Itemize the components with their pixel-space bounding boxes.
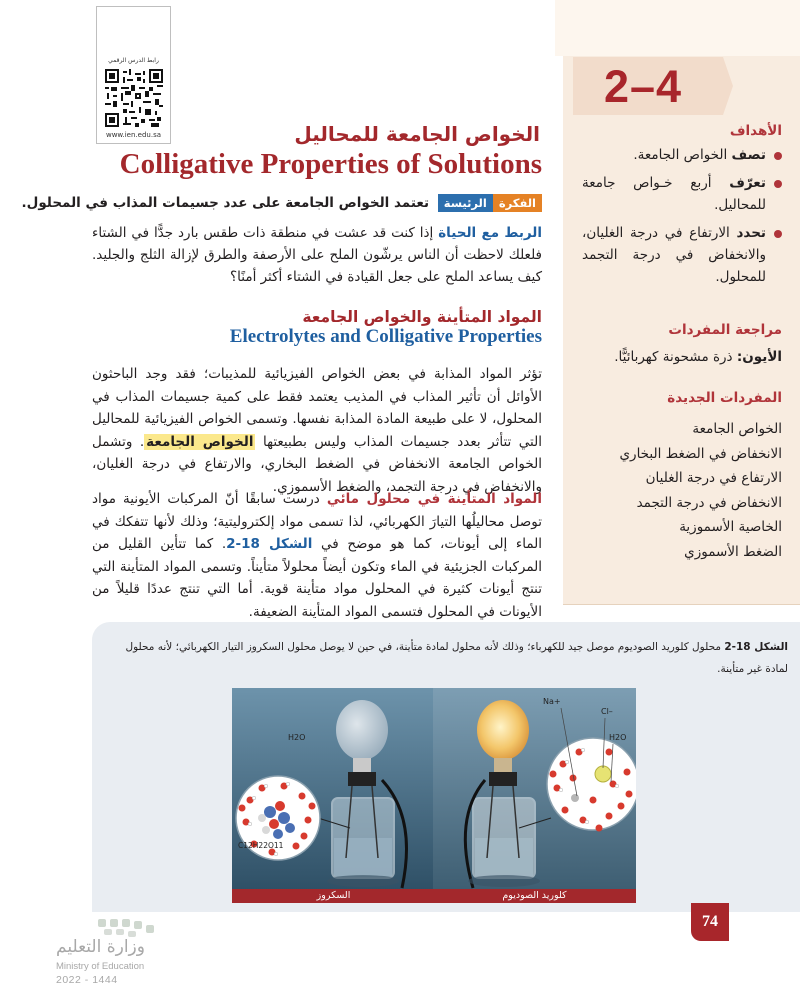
water-label: H2O — [288, 733, 306, 742]
qr-url[interactable]: www.ien.edu.sa — [105, 131, 162, 139]
sodium-chloride-photo[interactable] — [433, 688, 636, 903]
figure-caption-text: محلول كلوريد الصوديوم موصل جيد للكهرباء؛ وذلك لأنه محلول لمادة متأينة، في حين لا يوصل محلول السكروز التيار الكهربائي؛ لأنه محلول لمادة غير متأينة. — [125, 641, 788, 675]
bullet-icon — [774, 180, 782, 188]
vocab-item: الانخفاض في الضغط البخاري — [619, 445, 782, 462]
ministry-name-english: Ministry of Education — [56, 961, 145, 972]
qr-code-icon[interactable] — [105, 69, 163, 127]
real-world-paragraph — [92, 222, 542, 288]
goal-verb: تصف — [731, 147, 766, 163]
main-idea-tag: الفكرة — [493, 194, 542, 212]
goal-text: الارتفاع في درجة الغليان، والانخفاض في درجة التجمد للمحلول. — [582, 225, 766, 285]
goal-verb: تحدد — [736, 225, 766, 241]
real-world-text: إذا كنت قد عشت في منطقة ذات طقس بارد جدًّا في الشتاء فلعلك لاحظت أن الناس يرشّون الملح على الأرصفة والطرق لإزالة الثلج والجليد. كيف يساعد الملح على جعل القيادة في الشتاء أكثر أمنًا؟ — [92, 225, 542, 285]
figure-caption — [108, 636, 788, 680]
main-idea-text: تعتمد الخواص الجامعة على عدد جسيمات المذاب في المحلول. — [21, 195, 434, 211]
vocab-item: الضغط الأسموزي — [684, 543, 782, 560]
lesson-number: 2–4 — [603, 61, 683, 112]
goal-verb: تعرّف — [729, 175, 766, 191]
goals-list — [582, 144, 782, 294]
lesson-title-arabic: الخواص الجامعة للمحاليل — [294, 122, 540, 146]
water-label: H2O — [609, 733, 627, 742]
section-title-arabic: المواد المتأينة والخواص الجامعة — [302, 308, 542, 326]
sodium-chloride-photo-label: كلوريد الصوديوم — [433, 889, 636, 903]
highlighted-term[interactable]: الخواص الجامعة — [146, 433, 254, 450]
paragraph-text: تؤثر المواد المذابة في بعض الخواص الفيزيائية للمذيبات؛ فقد وجد الباحثون الأوائل أن تأثير المذاب في المذيب يعتمد فقط على كمية جسيمات المذاب في المحلول، لا على طبيعة المادة المذابة نفسها. وتسمى الخواص الفيزيائية للمحاليل التي تتأثر بعدد جسيمات المذاب وليس بطبيعتها — [92, 366, 542, 450]
sucrose-photo[interactable] — [232, 688, 435, 903]
paragraph-text: . كما تتأين القليل من المركبات الجزيئية في الماء وتكون أيضاً محلولاً متأيناً. وتسمى المواد المتأينة التي تنتج أيونات كثيرة في المحلول مواد متأينة قوية. أما التي تنتج عددًا قليلاً من الأيونات في المحلول فتسمى المواد المتأينة الضعيفة. — [92, 536, 542, 620]
goal-text: الخواص الجامعة. — [633, 147, 732, 163]
bullet-icon — [774, 152, 782, 160]
review-term: الأيون: — [736, 349, 782, 365]
bullet-icon — [774, 230, 782, 238]
electrolytes-lead: المواد المتأينة في محلول مائي — [326, 491, 543, 507]
main-idea — [21, 194, 542, 212]
lesson-title-english: Colligative Properties of Solutions — [119, 148, 542, 180]
sodium-chloride-bulb-illustration — [433, 688, 636, 903]
real-world-lead: الربط مع الحياة — [438, 225, 542, 241]
sucrose-bulb-illustration — [232, 688, 435, 903]
goals-heading: الأهداف — [729, 123, 782, 139]
review-heading: مراجعة المفردات — [668, 322, 782, 338]
sidebar-top-band — [555, 0, 800, 56]
goal-item — [582, 172, 782, 216]
paragraph-text: درست سابقًا أنّ المركبات الأيونية مواد توصل محاليلُها التيارَ الكهربائي، لذا تسمى مواد إلكتروليتية؛ وذلك لأنها تتفكك في الماء إلى أيونات، كما هو موضح في — [92, 491, 542, 552]
figure-18-2 — [92, 622, 800, 912]
qr-title: رابط الدرس الرقمي — [108, 57, 159, 64]
vocab-item: الخاصية الأسموزية — [679, 519, 782, 535]
electrolytes-paragraph — [92, 488, 542, 623]
sodium-ion-label: Na+ — [543, 697, 561, 706]
new-vocab-list — [572, 417, 782, 564]
goal-item — [582, 222, 782, 288]
goal-item — [582, 144, 782, 166]
ministry-name-arabic: وزارة التعليم — [56, 937, 145, 957]
qr-code-panel[interactable] — [96, 6, 171, 144]
chloride-ion-label: Cl– — [601, 707, 613, 716]
lesson-number-badge — [573, 57, 733, 115]
sucrose-photo-label: السكروز — [232, 889, 435, 903]
vocab-item: الانخفاض في درجة التجمد — [636, 494, 782, 511]
edition-year: 2022 - 1444 — [56, 974, 118, 986]
main-idea-tag-2: الرئيسة — [438, 194, 493, 212]
section-title-english: Electrolytes and Colligative Properties — [229, 326, 542, 347]
vocab-item: الخواص الجامعة — [692, 421, 782, 437]
goal-text: أربع خـواص جامعة للمحاليل. — [582, 175, 766, 213]
paragraph-text: . وتشمل الخواص الجامعة الانخفاض في الضغط البخاري، والارتفاع في درجة الغليان، والانخفاض في درجة التجمد، والضغط الأسموزي. — [92, 433, 542, 495]
figure-label: الشكل 18-2 — [724, 641, 788, 653]
page-number: 74 — [691, 903, 729, 941]
vocab-item: الارتفاع في درجة الغليان — [645, 470, 782, 486]
sucrose-formula-label: C12H22O11 — [238, 841, 284, 850]
colligative-paragraph — [92, 363, 542, 498]
new-vocab-heading: المفردات الجديدة — [667, 390, 782, 406]
figure-reference-link[interactable]: الشكل 18-2 — [226, 536, 313, 552]
review-definition — [572, 346, 782, 368]
review-def: ذرة مشحونة كهربائيًّا. — [614, 349, 737, 365]
